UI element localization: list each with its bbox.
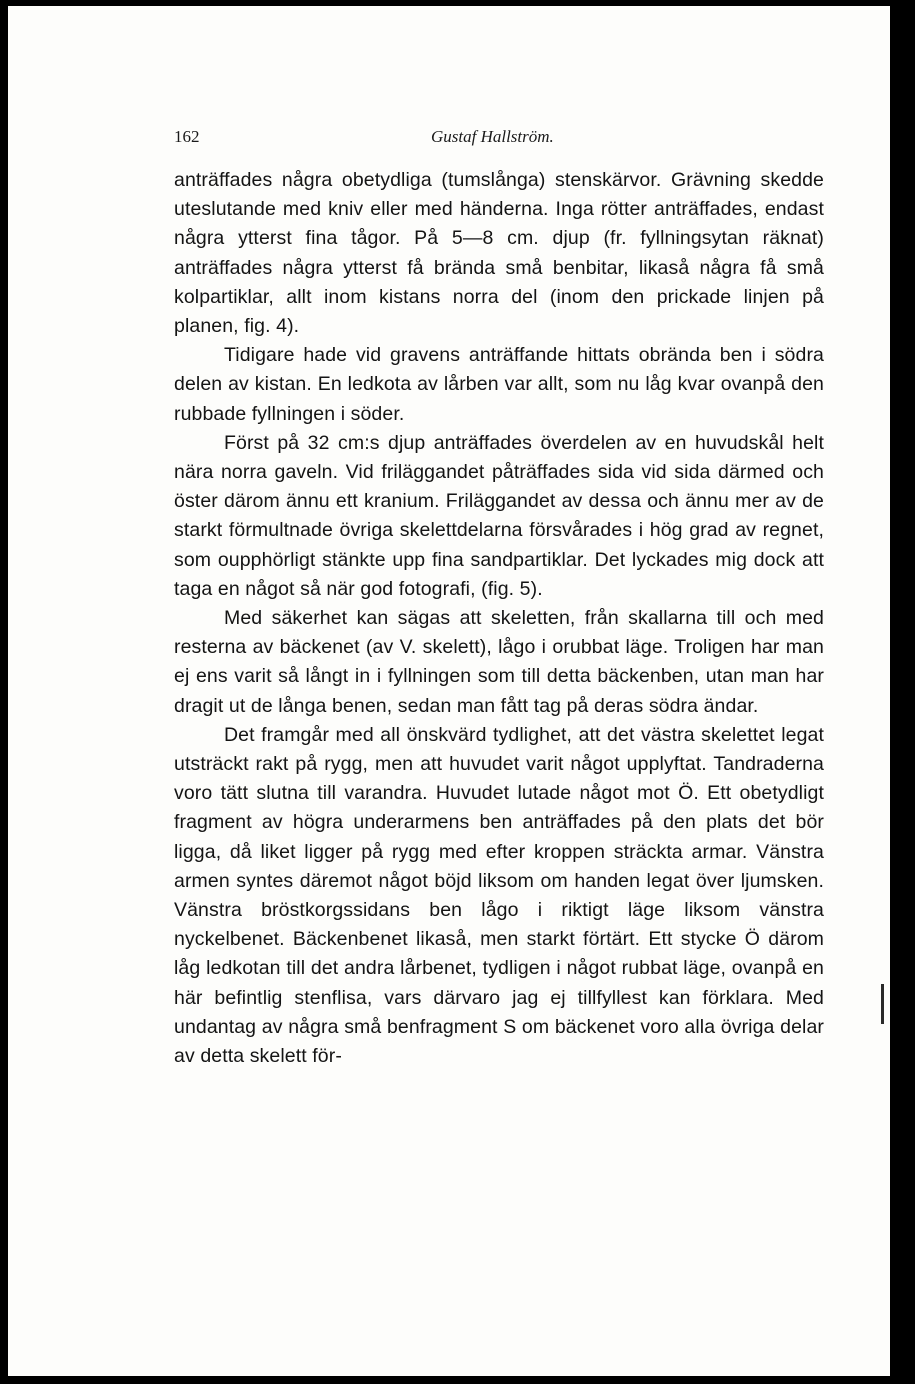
body-text (174, 166, 824, 1071)
paragraph: Först på 32 cm:s djup anträffades överdelen av en huvudskål helt nära norra gaveln. Vid friläggandet påträffades sida vid sida därmed och öster därom ännu ett kranium. Friläggandet av dessa och ännu mer av de starkt förmultnade övriga skelettdelarna försvårades i hög grad av regnet, som oupphörligt stänkte upp fina sandpartiklar. Det lyckades mig dock att taga en något så när god fotografi, (fig. 5). (174, 431, 824, 600)
paragraph: Med säkerhet kan sägas att skeletten, från skallarna till och med resterna av bäckenet (av V. skelett), lågo i orubbat läge. Troligen har man ej ens varit så långt in i fyllningen som till detta bäckenben, utan man har dragit ut de långa benen, sedan man fått tag på deras södra ändar. (174, 607, 824, 717)
book-page (8, 6, 890, 1376)
paragraph: Tidigare hade vid gravens anträffande hittats obrända ben i södra delen av kistan. En ledkota av lårben var allt, som nu låg kvar ovanpå den rubbade fyllningen i söder. (174, 344, 824, 425)
running-head: Gustaf Hallström. (431, 127, 554, 146)
paragraph: anträffades några obetydliga (tumslånga) stenskärvor. Grävning skedde uteslutande med kniv eller med händerna. Inga rötter anträffades, endast några ytterst fina tågor. På 5—8 cm. djup (fr. fyllningsytan räknat) anträffades några ytterst få brända små benbitar, likaså några få små kolpartiklar, allt inom kistans norra del (inom den prickade linjen på planen, fig. 4). (174, 169, 824, 338)
page-header (174, 127, 824, 151)
page-number: 162 (174, 127, 200, 146)
scan-edge-mark (881, 984, 884, 1024)
paragraph: Det framgår med all önskvärd tydlighet, att det västra skelettet legat utsträckt rakt på rygg, men att huvudet varit något upplyftat. Tandraderna voro tätt slutna till varandra. Huvudet lutade något mot Ö. Ett obetydligt fragment av högra underarmens ben anträffades på den plats det bör ligga, då liket ligger på rygg med efter kroppen sträckta armar. Vänstra armen syntes däremot något böjd liksom om handen legat över ljumsken. Vänstra bröstkorgssidans ben lågo i riktigt läge liksom vänstra nyckelbenet. Bäckenbenet likaså, men starkt förtärt. Ett stycke Ö därom låg ledkotan till det andra lårbenet, tydligen i något rubbat läge, ovanpå en här befintlig stenflisa, vars därvaro jag ej tillfyllest kan förklara. Med undantag av några små benfragment S om bäckenet voro alla övriga delar av detta skelett för- (174, 723, 824, 1068)
